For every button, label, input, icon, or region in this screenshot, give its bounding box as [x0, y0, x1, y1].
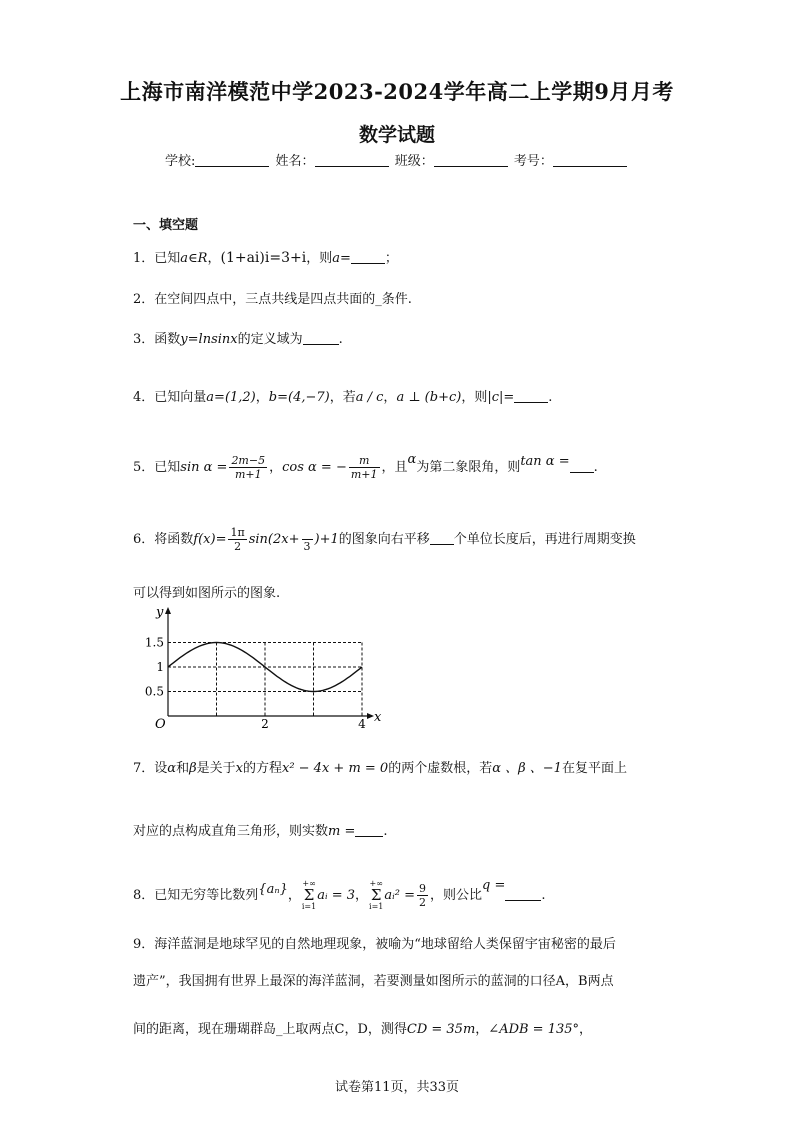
q7-text-d: 的方程 — [242, 761, 282, 776]
y-tick-label: 0.5 — [144, 684, 164, 699]
section-heading: 一、填空题 — [133, 218, 199, 233]
q7-text-f: 在复平面上 — [561, 761, 627, 776]
exam-no-blank[interactable] — [553, 154, 627, 167]
q5-cos-fraction — [349, 454, 380, 481]
q5-sin-fraction — [229, 454, 267, 481]
q8-sum-top: +∞ — [302, 879, 316, 888]
q8-sum-bottom: i=1 — [301, 902, 317, 911]
q7-target: m = — [328, 824, 356, 839]
x-tick-label: 4 — [358, 717, 366, 731]
q8-number: 8． — [133, 888, 155, 903]
q4-condition-1: a / c — [355, 390, 384, 405]
q1-expr-b: (1+ai)i=3+i — [220, 250, 307, 266]
graph-grid — [168, 643, 362, 717]
q5-cos-den: m+1 — [350, 468, 378, 481]
q4-answer-blank[interactable] — [514, 390, 548, 403]
name-label: 姓名： — [275, 154, 315, 169]
q3-expr: y=lnsinx — [180, 332, 238, 347]
q7-number: 7． — [133, 761, 155, 776]
q7-line2-text: 对应的点构成直角三角形，则实数 — [133, 824, 329, 839]
q4-vector-a: a=(1,2) — [206, 390, 256, 405]
question-7 — [133, 757, 627, 776]
q8-sum2-symbol: Σ — [370, 886, 382, 904]
question-3 — [133, 328, 343, 347]
q8-answer-blank[interactable] — [505, 888, 541, 901]
q4-vector-b: b=(4,−7) — [268, 390, 330, 405]
q6-text-c: 个单位长度后，再进行周期变换 — [453, 532, 636, 547]
q5-target: tan α = — [520, 454, 570, 469]
question-1 — [133, 247, 398, 266]
q4-text: 已知向量 — [154, 390, 207, 405]
q5-cos-lhs: cos α = − — [282, 460, 347, 475]
q1-text: 已知 — [154, 251, 181, 266]
school-blank[interactable] — [195, 154, 269, 167]
q7-alpha: α — [167, 761, 177, 776]
q8-frac-num: 9 — [419, 882, 427, 895]
q8-sequence: {aₙ} — [258, 882, 288, 897]
q1-sep: ， — [207, 251, 221, 266]
q6-f-end: )+1 — [314, 532, 339, 547]
q8-tail: . — [541, 888, 546, 903]
q1-answer-blank[interactable] — [351, 251, 385, 264]
q8-frac-den: 2 — [419, 896, 427, 909]
question-9-line-1: 9．海洋蓝洞是地球罕见的自然地理现象，被喻为“地球留给人类保留宇宙秘密的最后 — [133, 937, 616, 952]
y-axis-arrow-icon — [165, 607, 171, 614]
q4-tail: . — [548, 390, 553, 405]
q5-alpha: α — [407, 452, 417, 467]
q3-answer-blank[interactable] — [303, 332, 339, 345]
school-label: 学校: — [165, 154, 196, 169]
x-axis-label: x — [374, 710, 382, 725]
q6-frac-num: 1π — [230, 526, 245, 539]
question-9-line-3: 间的距离，现在珊瑚群岛_上取两点C，D，测得CD = 35m，∠ADB = 135°， — [133, 1022, 593, 1037]
q3-tail: . — [338, 332, 343, 347]
sine-graph — [130, 604, 380, 730]
question-4: 4．已知向量a=(1,2)，b=(4,−7)，若a / c，a ⊥ (b+c)，则|c|= . — [133, 390, 553, 405]
q3-number: 3． — [133, 332, 155, 347]
class-blank[interactable] — [434, 154, 508, 167]
q8-text: 已知无穷等比数列 — [154, 888, 259, 903]
q8-fraction — [417, 882, 428, 909]
q1-tail: ； — [384, 251, 398, 266]
y-tick-label: 1.5 — [144, 635, 164, 650]
q7-text-c: 是关于 — [196, 761, 236, 776]
origin-label: O — [155, 717, 166, 732]
x-axis-arrow-icon — [367, 713, 374, 719]
q9-angle: ∠ADB = 135° — [488, 1022, 580, 1037]
q4-text-c: ，则 — [461, 390, 488, 405]
q9-cd: CD = 35m — [406, 1022, 476, 1037]
page-footer: 试卷第11页，共33页 — [334, 1080, 460, 1095]
q5-answer-blank[interactable] — [570, 460, 594, 473]
q8-sum2-lhs: aᵢ² = — [384, 888, 416, 903]
exam-subtitle: 数学试题 — [358, 124, 435, 146]
q5-tail: . — [593, 460, 598, 475]
q7-x: x — [235, 761, 243, 776]
y-tick-label: 1 — [156, 660, 164, 674]
exam-no-label: 考号： — [513, 154, 553, 169]
q8-sum1-expr: aᵢ = 3 — [317, 888, 356, 903]
q5-sin-lhs: sin α = — [180, 460, 228, 475]
q5-sin-den: m+1 — [234, 468, 262, 481]
q5-text: 已知 — [154, 460, 181, 475]
question-5: 5．已知sin α = $\frac{2m-5}{m+1}$ ，cos α = − $\frac{m}{m+1}$ ，且α为第二象限角，则tan α = . — [133, 452, 598, 481]
q1-expr-a: a∈R — [180, 251, 208, 266]
q7-text-b: 和 — [176, 761, 190, 776]
q7-text-e: 的两个虚数根，若 — [388, 761, 493, 776]
q7-beta: β — [189, 761, 197, 776]
q7-tail: . — [383, 824, 388, 839]
q6-answer-blank[interactable] — [430, 532, 454, 545]
q5-text-b: ，且 — [381, 460, 408, 475]
x-tick-label: 2 — [261, 717, 269, 731]
q6-f-mid: sin(2x+ — [248, 532, 300, 547]
q8-sum-2 — [369, 880, 383, 911]
q6-text-b: 的图象向右平移 — [338, 532, 430, 547]
q4-condition-2: a ⊥ (b+c) — [396, 390, 462, 405]
q7-equation: x² − 4x + m = 0 — [281, 761, 389, 776]
question-7-line-2 — [133, 820, 388, 839]
q8-sum2-top: +∞ — [369, 879, 383, 888]
q3-text-b: 的定义域为 — [237, 332, 303, 347]
q5-cos-num: m — [349, 454, 380, 468]
q3-text: 函数 — [154, 332, 181, 347]
q6-fraction-2 — [302, 526, 313, 553]
q7-list: α 、β 、−1 — [492, 761, 562, 776]
q7-text: 设 — [154, 761, 168, 776]
q6-frac-den: 2 — [234, 540, 242, 553]
question-6 — [133, 526, 636, 553]
y-axis-label: y — [156, 605, 164, 620]
q1-sep2: ，则 — [306, 251, 333, 266]
exam-title: 上海市南洋模范中学2023-2024学年高二上学期9月月考 — [120, 79, 674, 104]
q6-fx: f(x)= — [193, 532, 227, 547]
question-6-line-2: 可以得到如图所示的图象. — [133, 586, 281, 601]
q4-target: |c|= — [487, 390, 515, 405]
q8-target: q = — [482, 878, 506, 893]
q6-fraction — [228, 526, 246, 553]
q5-sin-num: 2m−5 — [231, 454, 266, 467]
q8-sum2-bottom: i=1 — [369, 902, 384, 911]
q7-answer-blank[interactable] — [355, 824, 383, 837]
q4-number: 4． — [133, 390, 155, 405]
class-label: 班级： — [394, 154, 434, 169]
question-2: 2．在空间四点中，三点共线是四点共面的_条件. — [133, 292, 412, 307]
q1-number: 1． — [133, 251, 155, 266]
student-info-row — [165, 150, 629, 169]
q8-text-b: ，则公比 — [430, 888, 483, 903]
q6-text: 将函数 — [154, 532, 194, 547]
q1-expr-c: a= — [332, 251, 351, 266]
question-9-line-2: 遗产”，我国拥有世界上最深的海洋蓝洞，若要测量如图所示的蓝洞的口径A，B两点 — [133, 974, 614, 989]
question-8: 8．已知无穷等比数列{aₙ}，+∞ Σ i=1aᵢ = 3，+∞ Σ i=1aᵢ² = $\frac{9}{2}$ ，则公比q =. — [133, 878, 546, 911]
q6-frac-den2: 3 — [303, 540, 311, 553]
q5-text-c: 为第二象限角，则 — [416, 460, 521, 475]
q8-sum-1 — [302, 880, 316, 911]
name-blank[interactable] — [315, 154, 389, 167]
q8-sum-symbol: Σ — [303, 886, 315, 904]
q5-number: 5． — [133, 460, 155, 475]
q9-line3-text: 间的距离，现在珊瑚群岛_上取两点C，D，测得 — [133, 1022, 407, 1037]
q4-text-b: ，若 — [329, 390, 356, 405]
q6-number: 6． — [133, 532, 155, 547]
q9-tail: ， — [579, 1022, 593, 1037]
